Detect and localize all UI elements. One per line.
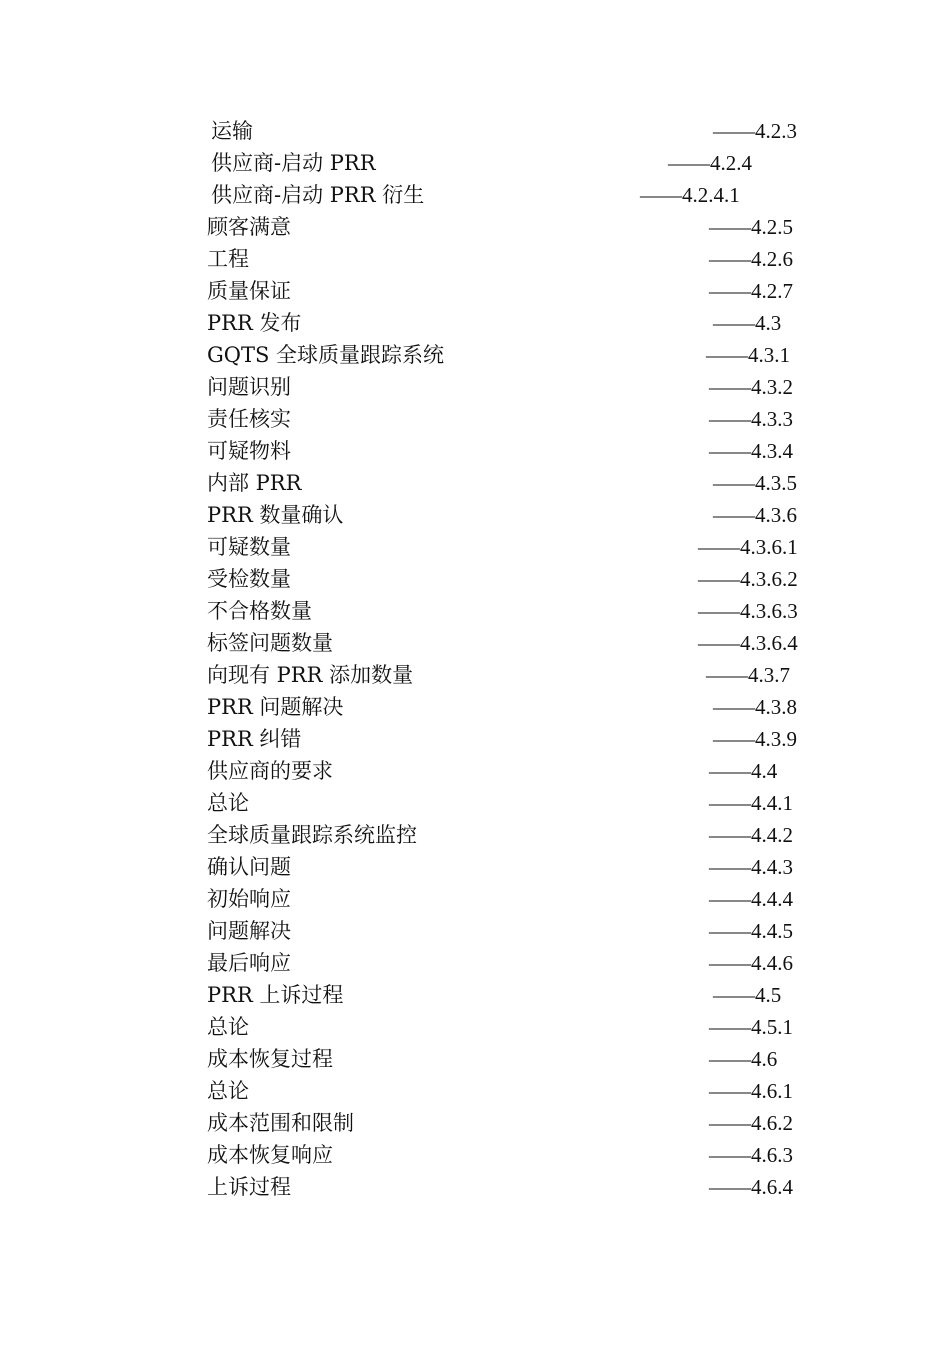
toc-entry-number: ——4.4.4 bbox=[709, 887, 793, 911]
toc-entry-title: 质量保证 bbox=[207, 279, 291, 303]
toc-entry-title: 顾客满意 bbox=[207, 215, 291, 239]
toc-entry-title: 供应商的要求 bbox=[207, 759, 333, 783]
toc-entry bbox=[0, 1045, 950, 1077]
toc-entry bbox=[0, 405, 950, 437]
toc-entry-number: ——4.3.3 bbox=[709, 407, 793, 431]
toc-entry-number: ——4.2.5 bbox=[709, 215, 793, 239]
toc-entry-number: ——4.2.4 bbox=[668, 151, 752, 175]
toc-entry-number: ——4.6.2 bbox=[709, 1111, 793, 1135]
toc-entry-number: ——4.3.5 bbox=[713, 471, 797, 495]
toc-entry bbox=[0, 821, 950, 853]
toc-entry bbox=[0, 565, 950, 597]
toc-entry bbox=[0, 117, 950, 149]
toc-entry bbox=[0, 501, 950, 533]
toc-entry-number: ——4.2.4.1 bbox=[640, 183, 740, 207]
toc-entry-number: ——4.3.8 bbox=[713, 695, 797, 719]
toc-entry-title: 不合格数量 bbox=[207, 599, 312, 623]
toc-entry-number: ——4.3.6.3 bbox=[698, 599, 798, 623]
toc-entry-number: ——4.3.2 bbox=[709, 375, 793, 399]
toc-entry bbox=[0, 885, 950, 917]
toc-entry-number: ——4.3.6.1 bbox=[698, 535, 798, 559]
toc-entry bbox=[0, 661, 950, 693]
toc-entry-number: ——4.3.4 bbox=[709, 439, 793, 463]
toc-entry-number: ——4.4 bbox=[709, 759, 778, 783]
toc-entry-number: ——4.6 bbox=[709, 1047, 778, 1071]
toc-entry-title: PRR 纠错 bbox=[207, 727, 302, 751]
toc-entry bbox=[0, 309, 950, 341]
toc-entry-title: PRR 上诉过程 bbox=[207, 983, 344, 1007]
toc-entry bbox=[0, 373, 950, 405]
toc-entry-number: ——4.3.6.2 bbox=[698, 567, 798, 591]
toc-entry bbox=[0, 1141, 950, 1173]
toc-entry-title: 标签问题数量 bbox=[207, 631, 333, 655]
toc-entry-number: ——4.4.3 bbox=[709, 855, 793, 879]
toc-entry bbox=[0, 725, 950, 757]
toc-entry-number: ——4.4.6 bbox=[709, 951, 793, 975]
toc-entry-title: 全球质量跟踪系统监控 bbox=[207, 823, 417, 847]
toc-entry-number: ——4.2.3 bbox=[713, 119, 797, 143]
toc-entry bbox=[0, 1109, 950, 1141]
toc-entry-number: ——4.2.6 bbox=[709, 247, 793, 271]
toc-entry-title: 成本恢复过程 bbox=[207, 1047, 333, 1071]
toc-entry bbox=[0, 533, 950, 565]
toc-entry bbox=[0, 213, 950, 245]
toc-entry-title: 供应商-启动 PRR 衍生 bbox=[211, 183, 425, 207]
toc-entry-title: 总论 bbox=[207, 791, 249, 815]
toc-entry-title: 成本范围和限制 bbox=[207, 1111, 354, 1135]
toc-entry-title: 可疑物料 bbox=[207, 439, 291, 463]
toc-entry bbox=[0, 981, 950, 1013]
toc-entry bbox=[0, 181, 950, 213]
toc-entry-number: ——4.6.4 bbox=[709, 1175, 793, 1199]
toc-entry-number: ——4.6.3 bbox=[709, 1143, 793, 1167]
toc-entry bbox=[0, 693, 950, 725]
toc-entry-title: 供应商-启动 PRR bbox=[211, 151, 376, 175]
toc-entry-title: 内部 PRR bbox=[207, 471, 302, 495]
toc-entry-number: ——4.3.6.4 bbox=[698, 631, 798, 655]
toc-entry-title: 受检数量 bbox=[207, 567, 291, 591]
toc-entry bbox=[0, 1013, 950, 1045]
toc-entry-title: PRR 发布 bbox=[207, 311, 302, 335]
toc-entry bbox=[0, 789, 950, 821]
toc-entry bbox=[0, 245, 950, 277]
toc-entry-title: 总论 bbox=[207, 1079, 249, 1103]
toc-entry bbox=[0, 629, 950, 661]
toc-entry-number: ——4.3 bbox=[713, 311, 782, 335]
toc-entry-title: 责任核实 bbox=[207, 407, 291, 431]
toc-entry-title: 工程 bbox=[207, 247, 249, 271]
toc-entry-title: GQTS 全球质量跟踪系统 bbox=[207, 343, 445, 367]
toc-entry-title: 最后响应 bbox=[207, 951, 291, 975]
toc-entry-number: ——4.4.5 bbox=[709, 919, 793, 943]
toc-entry bbox=[0, 1077, 950, 1109]
toc-entry-number: ——4.3.7 bbox=[706, 663, 790, 687]
toc-entry-number: ——4.3.1 bbox=[706, 343, 790, 367]
toc-entry-number: ——4.3.9 bbox=[713, 727, 797, 751]
toc-entry-title: 上诉过程 bbox=[207, 1175, 291, 1199]
toc-entry bbox=[0, 597, 950, 629]
toc-entry bbox=[0, 853, 950, 885]
toc-entry-number: ——4.4.2 bbox=[709, 823, 793, 847]
toc-entry bbox=[0, 917, 950, 949]
toc-entry bbox=[0, 469, 950, 501]
toc-entry-number: ——4.2.7 bbox=[709, 279, 793, 303]
toc-entry-number: ——4.5.1 bbox=[709, 1015, 793, 1039]
toc-entry-title: 确认问题 bbox=[207, 855, 291, 879]
toc-entry-number: ——4.4.1 bbox=[709, 791, 793, 815]
toc-entry bbox=[0, 1173, 950, 1205]
toc-entry-title: 问题解决 bbox=[207, 919, 291, 943]
toc-entry-number: ——4.6.1 bbox=[709, 1079, 793, 1103]
toc-entry-title: 可疑数量 bbox=[207, 535, 291, 559]
toc-entry-title: 运输 bbox=[211, 119, 253, 143]
toc-entry bbox=[0, 149, 950, 181]
toc-entry-title: PRR 数量确认 bbox=[207, 503, 344, 527]
toc-entry bbox=[0, 437, 950, 469]
toc-entry-title: 初始响应 bbox=[207, 887, 291, 911]
toc-entry-title: 向现有 PRR 添加数量 bbox=[207, 663, 414, 687]
toc-entry-title: 问题识别 bbox=[207, 375, 291, 399]
toc-entry bbox=[0, 757, 950, 789]
toc-entry-title: 成本恢复响应 bbox=[207, 1143, 333, 1167]
toc-entry-number: ——4.5 bbox=[713, 983, 782, 1007]
toc-entry bbox=[0, 277, 950, 309]
toc-entry bbox=[0, 341, 950, 373]
toc-entry bbox=[0, 949, 950, 981]
toc-entry-title: PRR 问题解决 bbox=[207, 695, 344, 719]
toc-entry-title: 总论 bbox=[207, 1015, 249, 1039]
toc-entry-number: ——4.3.6 bbox=[713, 503, 797, 527]
